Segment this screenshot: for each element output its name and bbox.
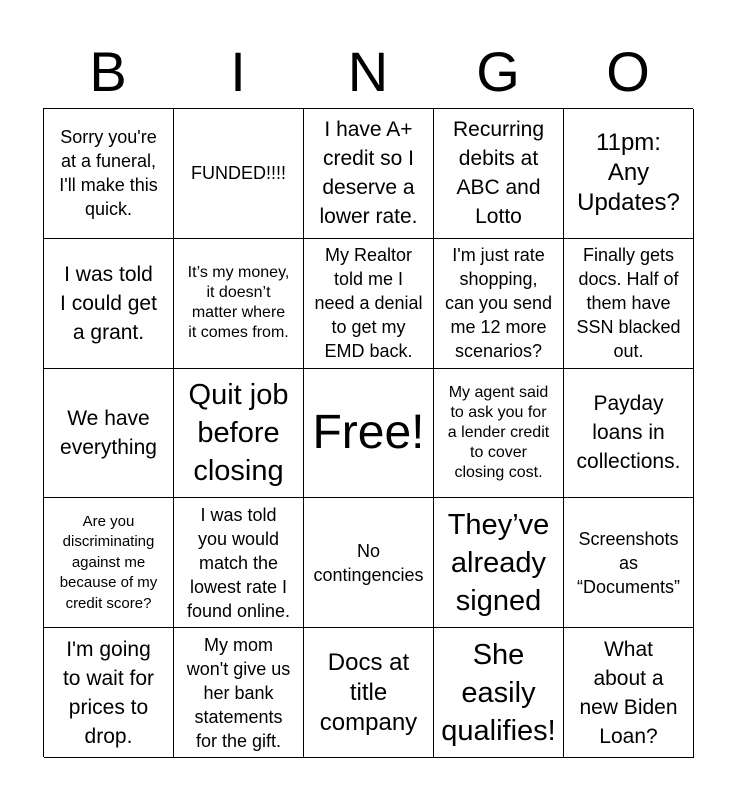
bingo-cell-text: My Realtor told me I need a denial to get my EMD back.	[314, 245, 423, 362]
header-letter-n: N	[347, 40, 389, 103]
bingo-cell-text: I was told you would match the lowest rate I found online.	[186, 504, 291, 621]
bingo-cell-n4[interactable]	[304, 498, 434, 628]
bingo-cell-text: No contingencies	[313, 540, 424, 585]
header-letter-i: I	[230, 40, 246, 103]
bingo-cell-text: Docs at title company	[319, 648, 418, 736]
bingo-cell-text: My agent said to ask you for a lender credit to cover closing cost.	[447, 383, 550, 481]
bingo-cell-b5[interactable]	[44, 628, 174, 758]
bingo-cell-g1[interactable]	[434, 109, 564, 239]
bingo-cell-text: She easily qualifies!	[441, 638, 556, 747]
bingo-cell-g3[interactable]	[434, 369, 564, 499]
bingo-cell-text: I'm just rate shopping, can you send me 12 more scenarios?	[444, 245, 553, 362]
bingo-cell-text: 11pm: Any Updates?	[577, 129, 680, 217]
bingo-cell-text: Finally gets docs. Half of them have SSN blacked out.	[576, 245, 681, 362]
bingo-cell-b2[interactable]	[44, 239, 174, 369]
bingo-cell-n2[interactable]	[304, 239, 434, 369]
bingo-cell-i2[interactable]	[174, 239, 304, 369]
bingo-board	[43, 108, 693, 757]
bingo-cell-text: Recurring debits at ABC and Lotto	[452, 118, 545, 229]
free-space-cell[interactable]	[304, 369, 434, 499]
bingo-cell-b4[interactable]	[44, 498, 174, 628]
bingo-cell-text: I'm going to wait for prices to drop.	[62, 637, 155, 748]
bingo-cell-text: Payday loans in collections.	[576, 392, 681, 474]
bingo-cell-i3[interactable]	[174, 369, 304, 499]
bingo-cell-text: Are you discriminating against me because of my credit score?	[59, 512, 158, 612]
bingo-cell-text: Sorry you're at a funeral, I'll make this quick.	[59, 127, 158, 220]
bingo-cell-n1[interactable]	[304, 109, 434, 239]
header-letter-b: B	[89, 40, 127, 103]
bingo-cell-text: FUNDED!!!!	[190, 163, 286, 184]
header-letter-g: G	[476, 40, 520, 103]
bingo-cell-text: Quit job before closing	[188, 378, 289, 487]
bingo-cell-o5[interactable]	[564, 628, 694, 758]
bingo-cell-o1[interactable]	[564, 109, 694, 239]
bingo-cell-b1[interactable]	[44, 109, 174, 239]
bingo-cell-g2[interactable]	[434, 239, 564, 369]
bingo-cell-text: I was told I could get a grant.	[60, 262, 157, 344]
bingo-cell-text: I have A+ credit so I deserve a lower rate.	[319, 118, 418, 229]
bingo-cell-i5[interactable]	[174, 628, 304, 758]
bingo-cell-i1[interactable]	[174, 109, 304, 239]
bingo-cell-g5[interactable]	[434, 628, 564, 758]
bingo-cell-o3[interactable]	[564, 369, 694, 499]
header-letter-o: O	[606, 40, 650, 103]
bingo-cell-text: We have everything	[60, 406, 157, 459]
bingo-cell-text: Screenshots as “Documents”	[576, 528, 681, 597]
bingo-cell-o4[interactable]	[564, 498, 694, 628]
bingo-cell-o2[interactable]	[564, 239, 694, 369]
bingo-cell-b3[interactable]	[44, 369, 174, 499]
bingo-cell-text: What about a new Biden Loan?	[579, 637, 678, 748]
bingo-cell-text: My mom won't give us her bank statements for the gift.	[186, 634, 291, 751]
bingo-cell-text: They’ve already signed	[447, 508, 550, 617]
bingo-cell-n5[interactable]	[304, 628, 434, 758]
bingo-cell-g4[interactable]	[434, 498, 564, 628]
bingo-cell-i4[interactable]	[174, 498, 304, 628]
bingo-header	[43, 36, 693, 108]
bingo-cell-text: It’s my money, it doesn’t matter where it comes from.	[187, 264, 290, 342]
free-space-label: Free!	[312, 405, 425, 459]
